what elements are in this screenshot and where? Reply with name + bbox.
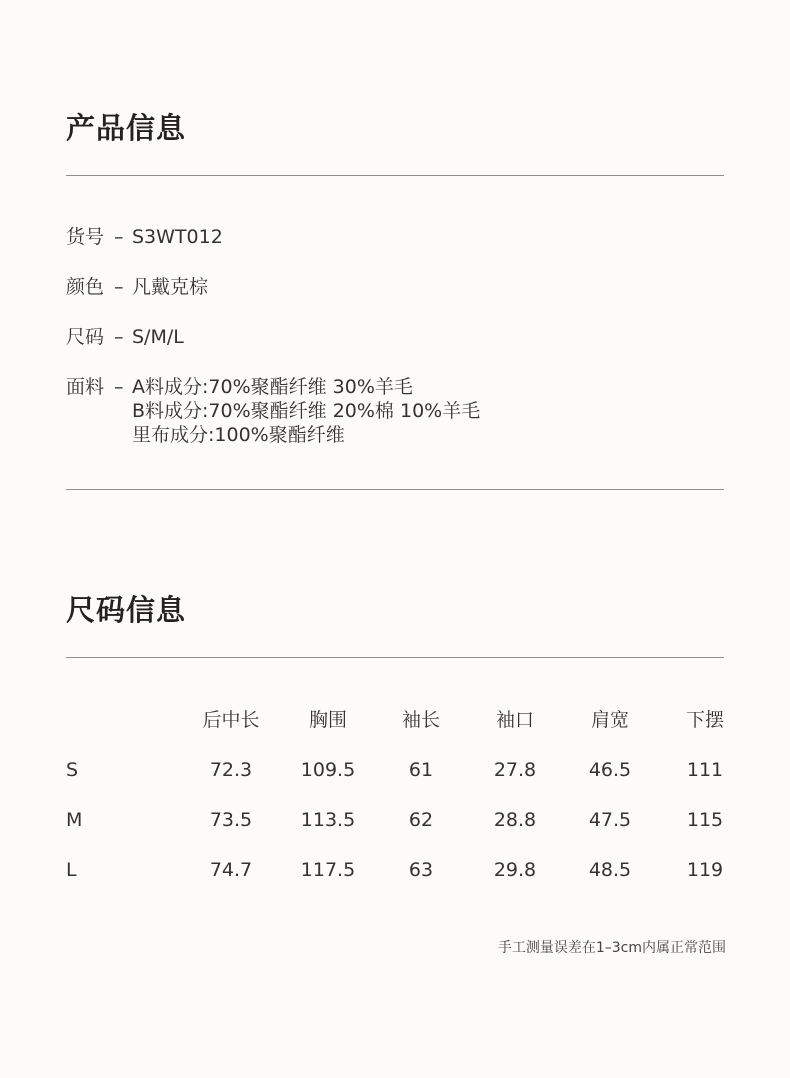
info-separator: – — [114, 326, 124, 348]
table-cell: 48.5 — [588, 859, 632, 881]
table-cell: 61 — [408, 759, 434, 781]
info-row-fabric — [66, 375, 480, 447]
column-header: 下摆 — [685, 709, 725, 731]
table-cell: 117.5 — [300, 859, 356, 881]
info-separator: – — [114, 226, 124, 248]
table-cell: 111 — [686, 759, 724, 781]
table-cell: 113.5 — [300, 809, 356, 831]
table-cell: 47.5 — [588, 809, 632, 831]
info-label: 尺码 — [66, 326, 105, 348]
measurement-note: 手工测量误差在1–3cm内属正常范围 — [497, 940, 726, 956]
fabric-line-b: B料成分:70%聚酯纤维 20%棉 10%羊毛 — [132, 400, 481, 422]
info-label: 货号 — [66, 226, 105, 248]
divider — [66, 657, 724, 658]
column-header: 肩宽 — [590, 709, 630, 731]
info-separator: – — [114, 276, 124, 298]
divider — [66, 489, 724, 490]
column-header: 后中长 — [202, 709, 260, 731]
size-label: S — [66, 759, 79, 781]
table-cell: 27.8 — [493, 759, 537, 781]
table-row — [66, 750, 726, 800]
size-label: L — [66, 859, 77, 881]
table-cell: 62 — [408, 809, 434, 831]
table-cell: 115 — [686, 809, 724, 831]
fabric-line-lining: 里布成分:100%聚酯纤维 — [132, 424, 345, 446]
info-value: S/M/L — [132, 326, 184, 348]
table-cell: 72.3 — [209, 759, 253, 781]
size-info-title: 尺码信息 — [66, 593, 187, 627]
info-row-item-no — [66, 225, 223, 249]
table-cell: 73.5 — [209, 809, 253, 831]
product-info-title: 产品信息 — [66, 111, 187, 145]
table-row — [66, 800, 726, 850]
info-value: 凡戴克棕 — [132, 276, 209, 298]
info-value: S3WT012 — [132, 226, 223, 248]
table-header-row — [66, 700, 726, 750]
column-header: 胸围 — [308, 709, 348, 731]
table-cell: 63 — [408, 859, 434, 881]
fabric-line-a: A料成分:70%聚酯纤维 30%羊毛 — [132, 376, 413, 398]
table-cell: 46.5 — [588, 759, 632, 781]
table-cell: 74.7 — [209, 859, 253, 881]
info-row-color — [66, 275, 208, 299]
table-cell: 109.5 — [300, 759, 356, 781]
table-row — [66, 850, 726, 900]
column-header: 袖口 — [495, 709, 535, 731]
table-cell: 119 — [686, 859, 724, 881]
size-label: M — [66, 809, 83, 831]
table-cell: 28.8 — [493, 809, 537, 831]
info-label: 颜色 — [66, 276, 105, 298]
info-label: 面料 — [66, 376, 105, 398]
info-separator: – — [114, 376, 124, 398]
divider — [66, 175, 724, 176]
table-cell: 29.8 — [493, 859, 537, 881]
size-table — [66, 700, 726, 900]
column-header: 袖长 — [401, 709, 441, 731]
info-row-size — [66, 325, 184, 349]
